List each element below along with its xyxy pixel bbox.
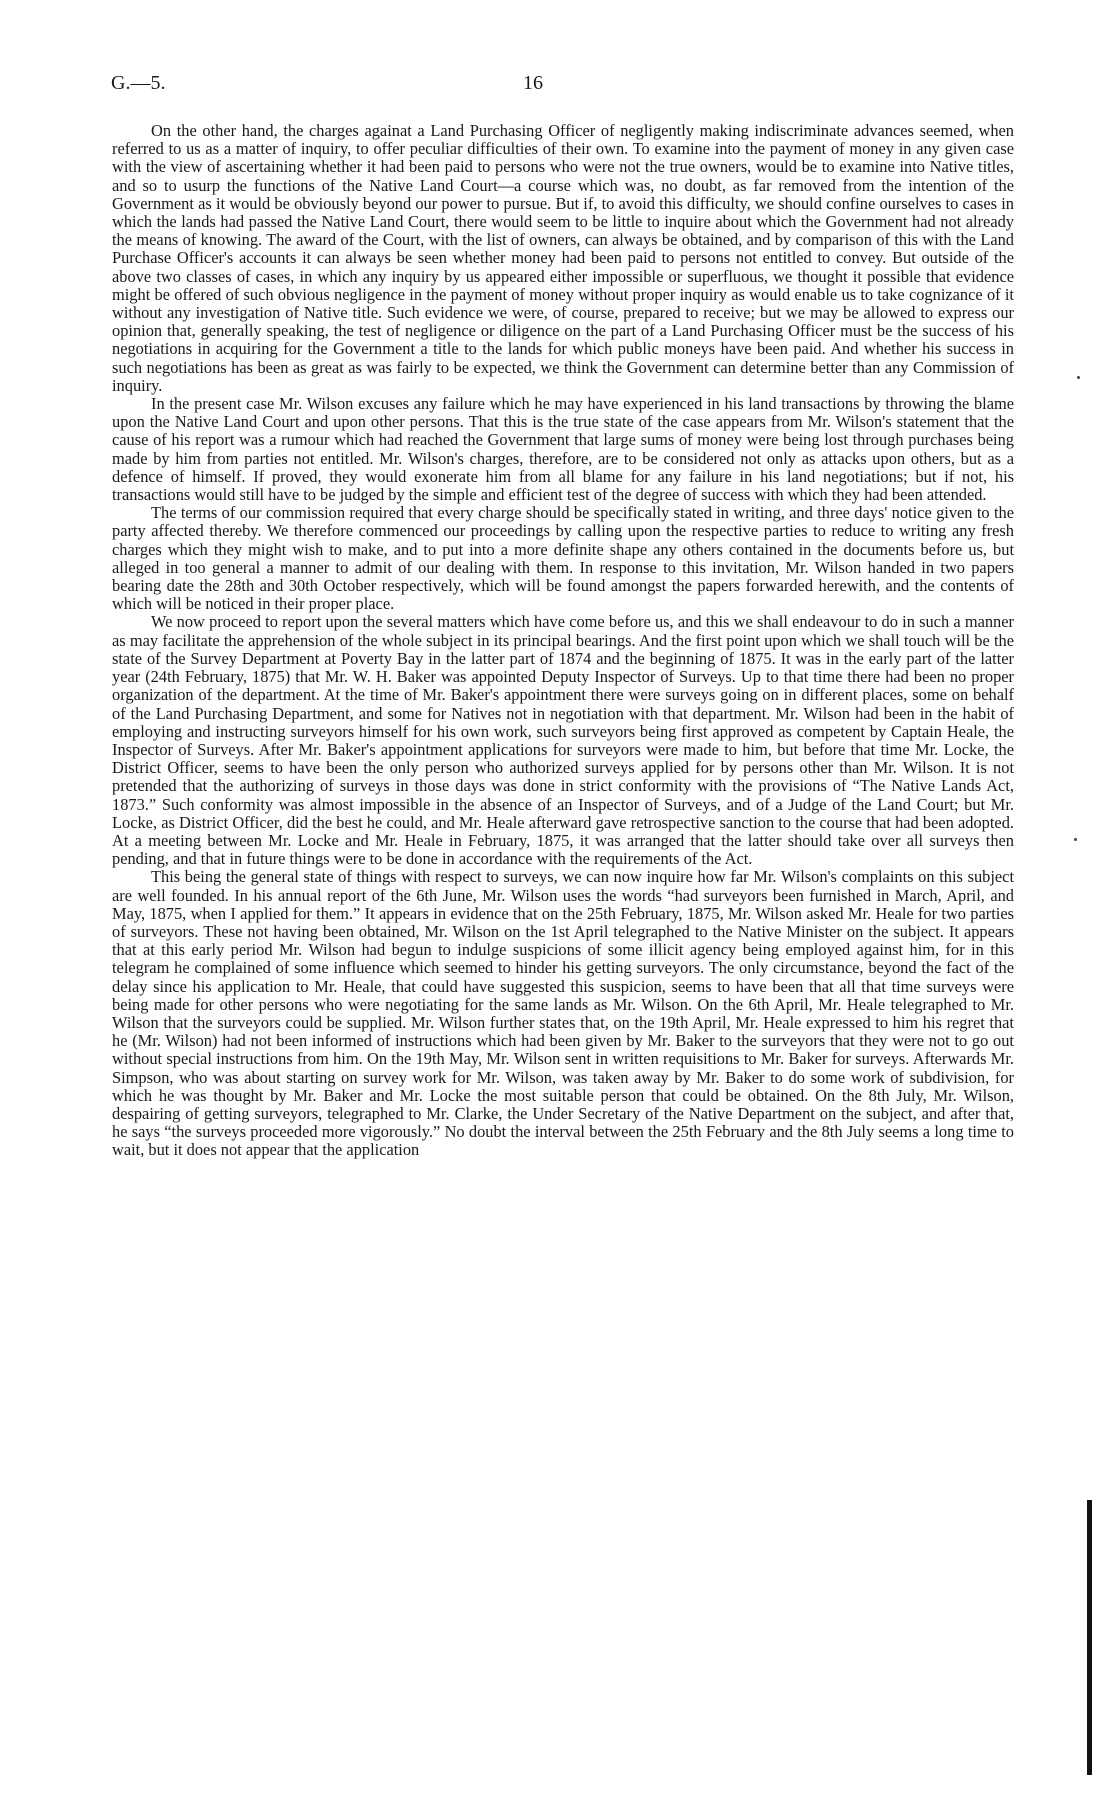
body-text bbox=[112, 122, 1014, 1160]
paragraph: On the other hand, the charges againat a Land Purchasing Officer of negligently making indiscriminate advances seemed, when referred to us as a matter of inquiry, to offer peculiar difficulties of their own. To examine into the payment of money in any given case with the view of ascertaining whether it had been paid to persons who were not the true owners, would be to examine into Native titles, and so to usurp the functions of the Native Land Court—a course which was, no doubt, as far removed from the intention of the Government as it would be obviously beyond our power to pursue. But if, to avoid this difficulty, we should confine ourselves to cases in which the lands had passed the Native Land Court, there would seem to be little to inquire about which the Government had not already the means of knowing. The award of the Court, with the list of owners, can always be obtained, and by comparison of this with the Land Purchase Officer's accounts it can always be seen whether money had been paid to persons not entitled to convey. But outside of the above two classes of cases, in which any inquiry by us appeared either impossible or superfluous, we thought it possible that evidence might be offered of such obvious negligence in the payment of money without proper inquiry as would enable us to take cognizance of it without any investigation of Native title. Such evidence we were, of course, prepared to receive; but we may be allowed to express our opinion that, generally speaking, the test of negligence or diligence on the part of a Land Purchasing Officer must be the success of his negotiations in acquiring for the Government a title to the lands for which public moneys have been paid. And whether his success in such negotiations has been as great as was fairly to be expected, we think the Government can determine better than any Commission of inquiry. bbox=[112, 121, 1014, 395]
document-reference: G.—5. bbox=[111, 72, 166, 94]
paragraph: The terms of our commission required that every charge should be specifically stated in writing, and three days' notice given to the party affected thereby. We therefore commenced our proceedings by calling upon the respective parties to reduce to writing any fresh charges which they might wish to make, and to put into a more definite shape any others contained in the documents before us, but alleged in too general a manner to admit of our dealing with them. In response to this invitation, Mr. Wilson handed in two papers bearing date the 28th and 30th October respectively, which will be found amongst the papers forwarded herewith, and the contents of which will be noticed in their proper place. bbox=[112, 503, 1014, 614]
paragraph: In the present case Mr. Wilson excuses any failure which he may have experienced in his land transactions by throwing the blame upon the Native Land Court and upon other persons. That this is the true state of the case appears from Mr. Wilson's statement that the cause of his report was a rumour which had reached the Government that large sums of money were being lost through purchases being made by him from parties not entitled. Mr. Wilson's charges, therefore, are to be considered not only as attacks upon others, but as a defence of himself. If proved, they would exonerate him from all blame for any failure in his land negotiations; but if not, his transactions would still have to be judged by the simple and efficient test of the degree of success with which they had been attended. bbox=[112, 394, 1014, 505]
margin-speck bbox=[1077, 376, 1080, 379]
paragraph: We now proceed to report upon the several matters which have come before us, and this we shall endeavour to do in such a manner as may facilitate the apprehension of the whole subject in its principal bearings. And the first point upon which we shall touch will be the state of the Survey Department at Poverty Bay in the latter part of 1874 and the beginning of 1875. It was in the early part of the latter year (24th February, 1875) that Mr. W. H. Baker was appointed Deputy Inspector of Surveys. Up to that time there had been no proper organization of the department. At the time of Mr. Baker's appointment there were surveys going on in different places, some on behalf of the Land Purchasing Department, and some for Natives not in negotiation with that department. Mr. Wilson had been in the habit of employing and instructing surveyors himself for his own work, such surveyors being first approved as competent by Captain Heale, the Inspector of Surveys. After Mr. Baker's appointment applications for surveyors were made to him, but before that time Mr. Locke, the District Officer, seems to have been the only person who authorized surveys applied for by persons other than Mr. Wilson. It is not pretended that the authorizing of surveys in those days was done in strict conformity with the provisions of “The Native Lands Act, 1873.” Such conformity was almost impossible in the absence of an Inspector of Surveys, and of a Judge of the Land Court; but Mr. Locke, as District Officer, did the best he could, and Mr. Heale afterward gave retrospective sanction to the course that had been adopted. At a meeting between Mr. Locke and Mr. Heale in February, 1875, it was arranged that the latter should take over all surveys then pending, and that in future things were to be done in accordance with the requirements of the Act. bbox=[112, 612, 1014, 869]
page-number: 16 bbox=[523, 72, 543, 94]
margin-speck bbox=[1074, 838, 1077, 841]
paragraph: This being the general state of things with respect to surveys, we can now inquire how far Mr. Wilson's complaints on this subject are well founded. In his annual report of the 6th June, Mr. Wilson uses the words “had surveyors been furnished in March, April, and May, 1875, when I applied for them.” It appears in evidence that on the 25th February, 1875, Mr. Wilson asked Mr. Heale for two parties of surveyors. These not having been obtained, Mr. Wilson on the 1st April telegraphed to the Native Minister on the subject. It appears that at this early period Mr. Wilson had begun to indulge suspicions of some illicit agency being employed against him, for in this telegram he complained of some influence which seemed to hinder his getting surveyors. The only circumstance, beyond the fact of the delay since his application to Mr. Heale, that could have suggested this suspicion, seems to have been that all that time surveys were being made for other persons who were negotiating for the same lands as Mr. Wilson. On the 6th April, Mr. Heale telegraphed to Mr. Wilson that the surveyors could be supplied. Mr. Wilson further states that, on the 19th April, Mr. Heale expressed to him his regret that he (Mr. Wilson) had not been informed of instructions which had been given by Mr. Baker to the surveyors that they were not to go out without special instructions from him. On the 19th May, Mr. Wilson sent in written requisitions to Mr. Baker for surveys. Afterwards Mr. Simpson, who was about starting on survey work for Mr. Wilson, was taken away by Mr. Baker to do some work of subdivision, for which he was thought by Mr. Baker and Mr. Locke the most suitable person that could be obtained. On the 8th July, Mr. Wilson, despairing of getting surveyors, telegraphed to Mr. Clarke, the Under Secretary of the Native Department on the subject, and after that, he says “the surveys proceeded more vigorously.” No doubt the interval between the 25th February and the 8th July seems a long time to wait, but it does not appear that the application bbox=[112, 867, 1014, 1160]
page-header bbox=[111, 72, 1014, 98]
scan-edge-bar bbox=[1087, 1500, 1092, 1775]
